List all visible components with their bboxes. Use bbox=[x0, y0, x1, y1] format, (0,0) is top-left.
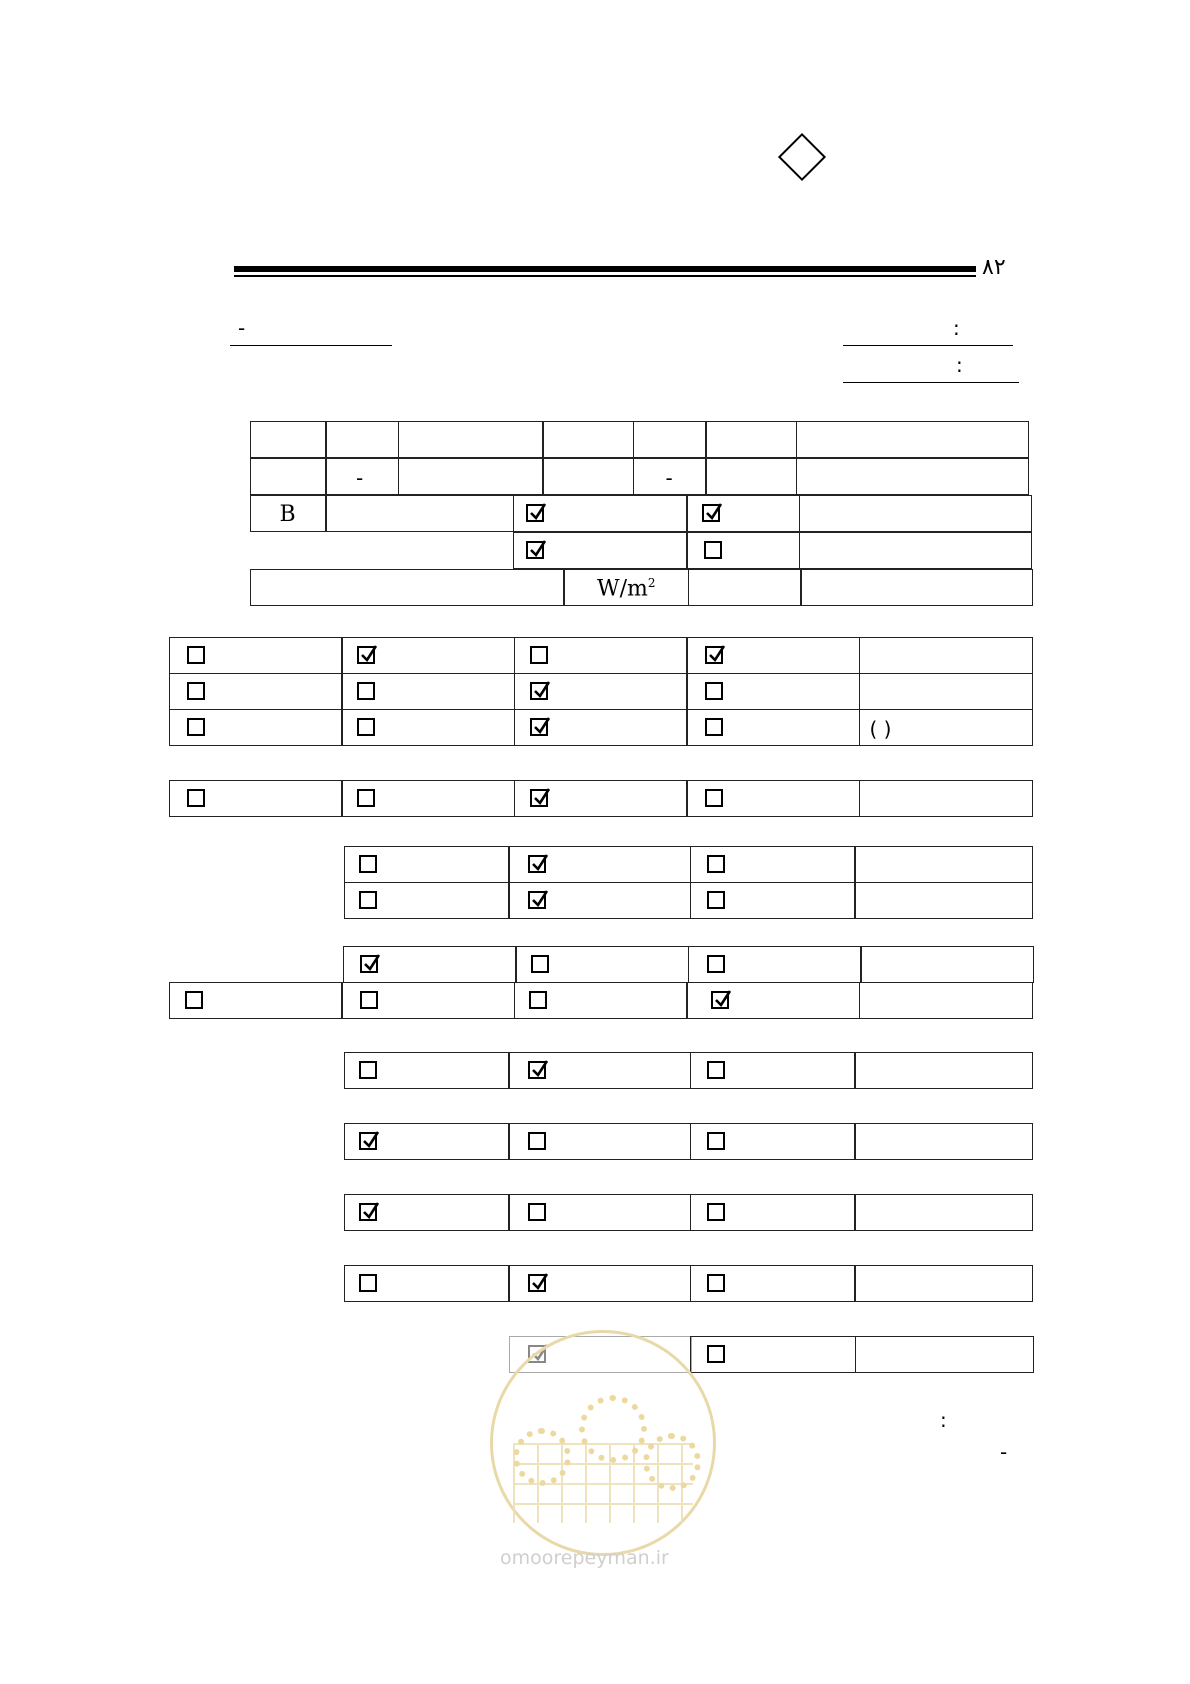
grid-cell bbox=[508, 1194, 691, 1231]
grid-cell bbox=[169, 780, 343, 817]
checkbox-unchecked[interactable] bbox=[530, 646, 548, 664]
header-right-colon-2: : bbox=[956, 353, 963, 377]
grid-cell bbox=[341, 780, 515, 817]
specs-cell bbox=[513, 532, 688, 569]
checkbox-checked[interactable] bbox=[530, 682, 548, 700]
unit-text: W/m bbox=[597, 575, 648, 601]
checkbox-unchecked[interactable] bbox=[528, 1203, 546, 1221]
checkbox-unchecked[interactable] bbox=[359, 1274, 377, 1292]
grid-cell bbox=[169, 673, 343, 710]
grid-cell bbox=[690, 1123, 856, 1160]
grid-cell bbox=[508, 1123, 691, 1160]
grid-row bbox=[345, 1053, 1033, 1089]
checkbox-checked[interactable] bbox=[526, 541, 544, 559]
watermark-gear-icon bbox=[643, 1433, 701, 1491]
specs-cell bbox=[250, 495, 327, 532]
grid-cell bbox=[514, 709, 688, 746]
header-right-underline-2 bbox=[843, 382, 1019, 383]
grid-row bbox=[170, 638, 1033, 674]
checkbox-unchecked[interactable] bbox=[529, 991, 547, 1009]
header-right-underline-1 bbox=[843, 345, 1013, 346]
unit-label bbox=[597, 576, 656, 601]
grid-cell bbox=[859, 780, 1033, 817]
specs-cell bbox=[542, 421, 634, 458]
checkbox-unchecked[interactable] bbox=[187, 646, 205, 664]
checkbox-unchecked[interactable] bbox=[704, 541, 722, 559]
grid-cell bbox=[341, 982, 515, 1019]
grid-cell bbox=[169, 709, 343, 746]
checkbox-checked[interactable] bbox=[711, 991, 729, 1009]
checkbox-unchecked[interactable] bbox=[187, 789, 205, 807]
grid-cell bbox=[690, 882, 856, 919]
checkbox-unchecked[interactable] bbox=[707, 1061, 725, 1079]
grid-cell bbox=[686, 673, 860, 710]
checkbox-unchecked[interactable] bbox=[360, 991, 378, 1009]
checkbox-unchecked[interactable] bbox=[359, 891, 377, 909]
grid-cell bbox=[508, 1265, 691, 1302]
grid-cell bbox=[690, 846, 856, 883]
grid-cell bbox=[514, 673, 688, 710]
watermark-logo bbox=[490, 1330, 716, 1556]
grid-cell bbox=[686, 709, 860, 746]
checkbox-unchecked[interactable] bbox=[185, 991, 203, 1009]
checkbox-unchecked[interactable] bbox=[707, 855, 725, 873]
checkbox-checked[interactable] bbox=[359, 1203, 377, 1221]
specs-cell bbox=[250, 569, 565, 606]
specs-cell bbox=[633, 458, 707, 495]
checkbox-unchecked[interactable] bbox=[357, 682, 375, 700]
grid-row bbox=[170, 983, 1033, 1019]
grid-cell bbox=[854, 882, 1033, 919]
checkbox-unchecked[interactable] bbox=[707, 1274, 725, 1292]
checkbox-checked[interactable] bbox=[530, 718, 548, 736]
grid-cell bbox=[344, 1265, 510, 1302]
grid-cell bbox=[344, 1194, 510, 1231]
checkbox-checked[interactable] bbox=[702, 504, 720, 522]
grid-cell bbox=[508, 1052, 691, 1089]
checkbox-unchecked[interactable] bbox=[705, 789, 723, 807]
checkbox-checked[interactable] bbox=[530, 789, 548, 807]
grid-cell bbox=[859, 673, 1033, 710]
grid-cell bbox=[343, 946, 517, 983]
header-rule-thin bbox=[234, 275, 976, 277]
specs-cell bbox=[686, 532, 800, 569]
checkbox-unchecked[interactable] bbox=[705, 682, 723, 700]
checkbox-checked[interactable] bbox=[528, 855, 546, 873]
grid-cell bbox=[169, 982, 343, 1019]
checkbox-unchecked[interactable] bbox=[707, 1132, 725, 1150]
checkbox-checked[interactable] bbox=[528, 1061, 546, 1079]
grid-cell bbox=[686, 982, 860, 1019]
specs-cell bbox=[799, 495, 1032, 532]
unit-superscript: 2 bbox=[647, 575, 656, 590]
specs-row-2 bbox=[251, 459, 1029, 495]
range-dash: - bbox=[665, 465, 673, 490]
specs-cell bbox=[796, 458, 1029, 495]
page-number: ۸۲ bbox=[982, 255, 1006, 280]
specs-cell bbox=[800, 569, 1033, 606]
specs-cell bbox=[325, 458, 399, 495]
grid-cell bbox=[688, 946, 862, 983]
specs-cell bbox=[250, 421, 327, 458]
grid-row bbox=[170, 710, 1033, 746]
specs-row-5 bbox=[251, 570, 1033, 606]
grid-cell bbox=[859, 637, 1033, 674]
grid-cell bbox=[690, 1336, 856, 1373]
grid-cell bbox=[855, 1336, 1034, 1373]
grid-cell bbox=[341, 673, 515, 710]
specs-cell bbox=[705, 421, 797, 458]
grid-cell bbox=[508, 846, 691, 883]
grid-cell bbox=[686, 780, 860, 817]
checkbox-checked[interactable] bbox=[528, 891, 546, 909]
grid-cell bbox=[344, 1123, 510, 1160]
grid-cell bbox=[690, 1052, 856, 1089]
watermark-gear-icon bbox=[513, 1428, 571, 1486]
checkbox-checked[interactable] bbox=[357, 646, 375, 664]
grid-cell bbox=[514, 982, 688, 1019]
grid-cell bbox=[690, 1194, 856, 1231]
header-left-underline bbox=[230, 345, 392, 346]
grid-cell bbox=[344, 846, 510, 883]
specs-cell bbox=[398, 458, 544, 495]
grid-cell bbox=[514, 780, 688, 817]
checkbox-unchecked[interactable] bbox=[187, 682, 205, 700]
checkbox-checked[interactable] bbox=[528, 1274, 546, 1292]
checkbox-unchecked[interactable] bbox=[357, 718, 375, 736]
grid-cell bbox=[169, 637, 343, 674]
grid-cell bbox=[854, 1194, 1033, 1231]
checkbox-unchecked[interactable] bbox=[531, 955, 549, 973]
checkbox-unchecked[interactable] bbox=[707, 1345, 725, 1363]
header-right-colon-1: : bbox=[953, 316, 960, 340]
checkbox-checked[interactable] bbox=[360, 955, 378, 973]
checkbox-unchecked[interactable] bbox=[707, 955, 725, 973]
footer-dash: - bbox=[1000, 1440, 1008, 1464]
checkbox-unchecked[interactable] bbox=[705, 718, 723, 736]
specs-row-4 bbox=[514, 533, 1032, 569]
grid-cell bbox=[854, 846, 1033, 883]
checkbox-checked[interactable] bbox=[526, 504, 544, 522]
grid-cell bbox=[341, 709, 515, 746]
specs-cell bbox=[799, 532, 1032, 569]
grid-cell bbox=[859, 982, 1033, 1019]
grid-row bbox=[170, 674, 1033, 710]
specs-cell bbox=[542, 458, 634, 495]
grid-row bbox=[344, 947, 1034, 983]
watermark-gear-icon bbox=[579, 1395, 647, 1463]
grid-cell bbox=[854, 1123, 1033, 1160]
grid-cell bbox=[854, 1265, 1033, 1302]
specs-cell bbox=[250, 458, 327, 495]
grid-cell bbox=[690, 1265, 856, 1302]
grid-cell bbox=[854, 1052, 1033, 1089]
specs-row-1 bbox=[251, 422, 1029, 458]
checkbox-unchecked[interactable] bbox=[707, 891, 725, 909]
grid-cell bbox=[508, 882, 691, 919]
header-rule-thick bbox=[234, 266, 976, 272]
specs-row-3 bbox=[251, 496, 1032, 532]
grid-cell bbox=[860, 946, 1034, 983]
grid-cell bbox=[344, 1052, 510, 1089]
checkbox-unchecked[interactable] bbox=[528, 1132, 546, 1150]
specs-cell bbox=[513, 495, 688, 532]
grid-row bbox=[170, 781, 1033, 817]
specs-cell bbox=[325, 495, 514, 532]
grid-row bbox=[345, 883, 1033, 919]
specs-cell bbox=[705, 458, 797, 495]
checkbox-checked[interactable] bbox=[359, 1132, 377, 1150]
grid-cell bbox=[341, 637, 515, 674]
range-dash: - bbox=[356, 465, 364, 490]
specs-cell bbox=[686, 495, 800, 532]
watermark-site: omoorepeyman.ir bbox=[500, 1547, 669, 1569]
specs-cell bbox=[325, 421, 399, 458]
checkbox-unchecked[interactable] bbox=[359, 855, 377, 873]
checkbox-unchecked[interactable] bbox=[707, 1203, 725, 1221]
specs-cell bbox=[796, 421, 1029, 458]
grid-cell bbox=[514, 637, 688, 674]
grid-cell bbox=[344, 882, 510, 919]
diamond-icon bbox=[778, 133, 826, 181]
grid-cell bbox=[686, 637, 860, 674]
specs-cell bbox=[563, 569, 689, 606]
checkbox-unchecked[interactable] bbox=[187, 718, 205, 736]
grid-row bbox=[345, 847, 1033, 883]
paren-label: ( ) bbox=[869, 716, 892, 741]
grid-row bbox=[345, 1266, 1033, 1302]
specs-cell bbox=[398, 421, 544, 458]
specs-cell bbox=[633, 421, 707, 458]
checkbox-checked[interactable] bbox=[705, 646, 723, 664]
class-label: B bbox=[279, 501, 296, 527]
specs-cell bbox=[688, 569, 802, 606]
checkbox-unchecked[interactable] bbox=[359, 1061, 377, 1079]
footer-colon: : bbox=[940, 1408, 947, 1432]
header-left-dash: - bbox=[238, 316, 246, 340]
checkbox-unchecked[interactable] bbox=[357, 789, 375, 807]
grid-cell bbox=[859, 709, 1033, 746]
grid-row bbox=[345, 1124, 1033, 1160]
grid-cell bbox=[515, 946, 689, 983]
grid-row bbox=[345, 1195, 1033, 1231]
